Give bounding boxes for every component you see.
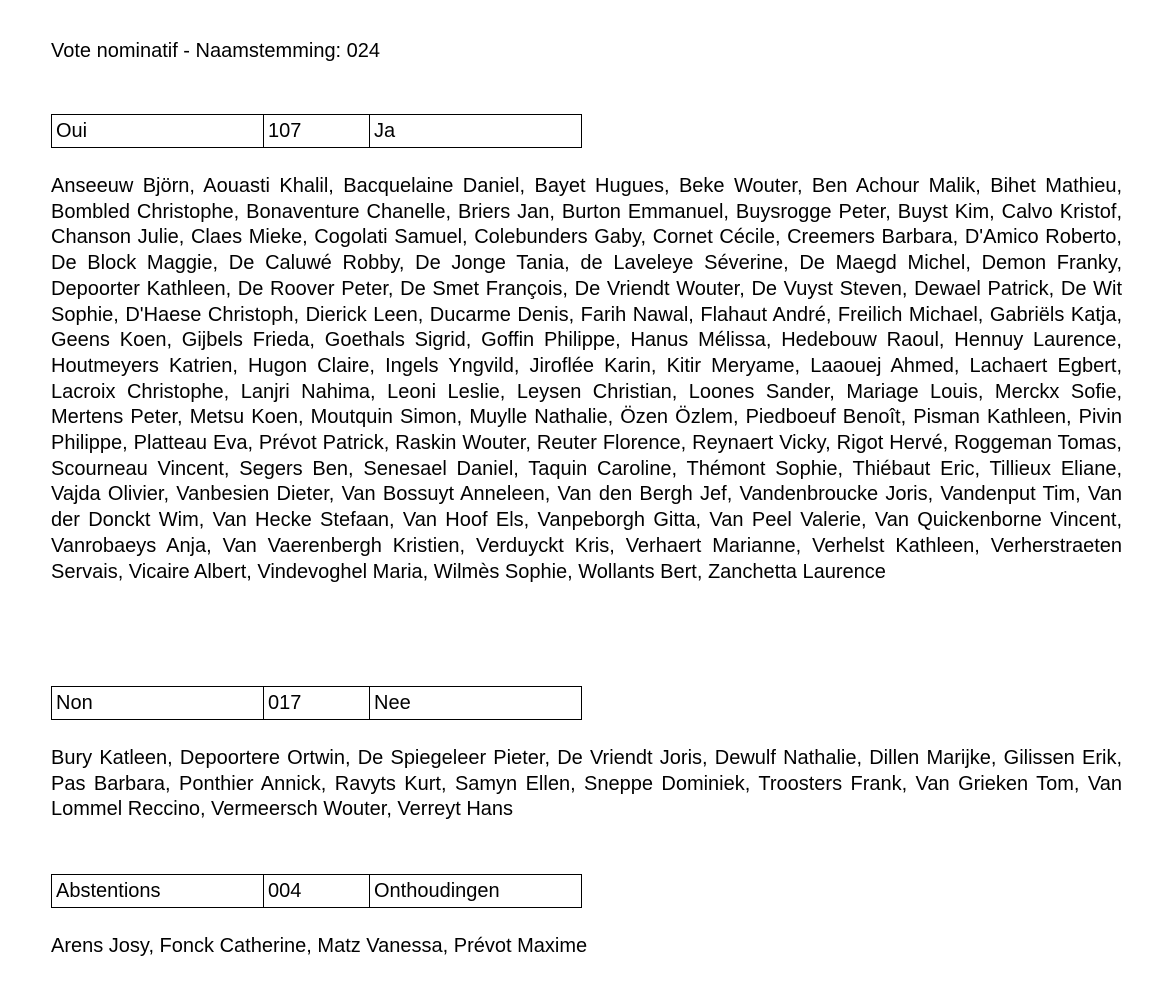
no-label-nl: Nee (370, 687, 582, 720)
yes-count: 107 (264, 115, 370, 148)
yes-voters-list: Anseeuw Björn, Aouasti Khalil, Bacquelaine Daniel, Bayet Hugues, Beke Wouter, Ben Achour Malik, Bihet Mathieu, Bombled Christophe, Bonaventure Chanelle, Briers Jan, Burton Emmanuel, Buysrogge Peter, Buyst Kim, Calvo Kristof, Chanson Julie, Claes Mieke, Cogolati Samuel, Colebunders Gaby, Cornet Cécile, Creemers Barbara, D'Amico Roberto, De Block Maggie, De Caluwé Robby, De Jonge Tania, de Laveleye Séverine, De Maegd Michel, Demon Franky, Depoorter Kathleen, De Roover Peter, De Smet François, De Vriendt Wouter, De Vuyst Steven, Dewael Patrick, De Wit Sophie, D'Haese Christoph, Dierick Leen, Ducarme Denis, Farih Nawal, Flahaut André, Freilich Michael, Gabriëls Katja, Geens Koen, Gijbels Frieda, Goethals Sigrid, Goffin Philippe, Hanus Mélissa, Hedebouw Raoul, Hennuy Laurence, Houtmeyers Katrien, Hugon Claire, Ingels Yngvild, Jiroflée Karin, Kitir Meryame, Laaouej Ahmed, Lachaert Egbert, Lacroix Christophe, Lanjri Nahima, Leoni Leslie, Leysen Christian, Loones Sander, Mariage Louis, Merckx Sofie, Mertens Peter, Metsu Koen, Moutquin Simon, Muylle Nathalie, Özen Özlem, Piedboeuf Benoît, Pisman Kathleen, Pivin Philippe, Platteau Eva, Prévot Patrick, Raskin Wouter, Reuter Florence, Reynaert Vicky, Rigot Hervé, Roggeman Tomas, Scourneau Vincent, Segers Ben, Senesael Daniel, Taquin Caroline, Thémont Sophie, Thiébaut Eric, Tillieux Eliane, Vajda Olivier, Vanbesien Dieter, Van Bossuyt Anneleen, Van den Bergh Jef, Vandenbroucke Joris, Vandenput Tim, Van der Donckt Wim, Van Hecke Stefaan, Van Hoof Els, Vanpeborgh Gitta, Van Peel Valerie, Van Quickenborne Vincent, Vanrobaeys Anja, Van Vaerenbergh Kristien, Verduyckt Kris, Verhaert Marianne, Verhelst Kathleen, Verherstraeten Servais, Vicaire Albert, Vindevoghel Maria, Wilmès Sophie, Wollants Bert, Zanchetta Laurence (51, 175, 1122, 583)
abstentions-count: 004 (264, 875, 370, 908)
abstentions-row (52, 875, 582, 908)
abstentions-label-fr: Abstentions (52, 875, 264, 908)
page-title: Vote nominatif - Naamstemming: 024 (51, 40, 381, 62)
yes-label-nl: Ja (370, 115, 582, 148)
no-vote-row (52, 687, 582, 720)
abstentions-voters-list: Arens Josy, Fonck Catherine, Matz Vanessa, Prévot Maxime (51, 935, 588, 957)
no-voters-list: Bury Katleen, Depoortere Ortwin, De Spiegeleer Pieter, De Vriendt Joris, Dewulf Nathalie, Dillen Marijke, Gilissen Erik, Pas Barbara, Ponthier Annick, Ravyts Kurt, Samyn Ellen, Sneppe Dominiek, Troosters Frank, Van Grieken Tom, Van Lommel Reccino, Vermeersch Wouter, Verreyt Hans (51, 747, 1122, 821)
no-count: 017 (264, 687, 370, 720)
no-vote-summary-table (51, 686, 582, 720)
abstentions-label-nl: Onthoudingen (370, 875, 582, 908)
yes-vote-row (52, 115, 582, 148)
yes-label-fr: Oui (52, 115, 264, 148)
yes-vote-summary-table (51, 114, 582, 148)
no-label-fr: Non (52, 687, 264, 720)
abstentions-summary-table (51, 874, 582, 908)
